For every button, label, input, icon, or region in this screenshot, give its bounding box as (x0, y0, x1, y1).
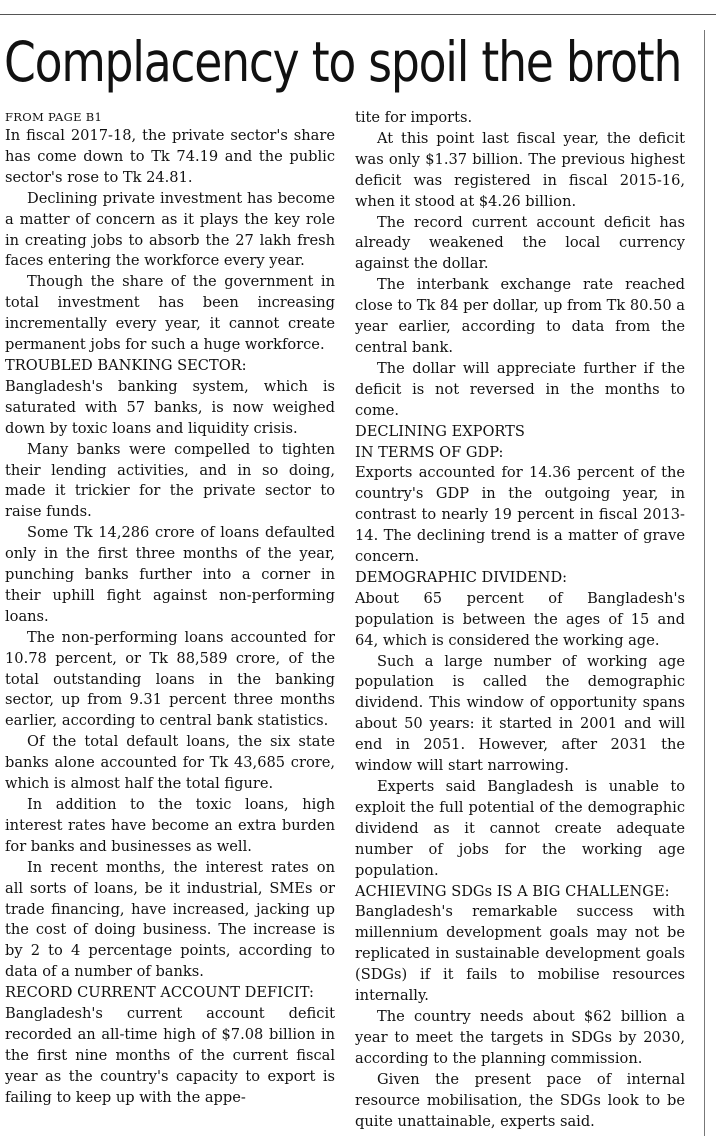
jump-line: FROM PAGE B1 (5, 110, 103, 124)
subheading-exports-line1: DECLINING EXPORTS (355, 422, 525, 440)
paragraph: The non-performing loans accounted for 10.78 percent, or Tk 88,589 crore, of the total outstanding loans in the banking sector, up from 9.31 percent three months earlier, according to central bank statistics. (5, 628, 335, 730)
paragraph: Such a large number of working age population is called the demographic dividend. This window of opportunity spans about 50 years: it started in 2001 and will end in 2051. However, after 2031 the window will start narrowing. (355, 652, 685, 775)
paragraph: The dollar will appreciate further if the deficit is not reversed in the months to come. (355, 359, 685, 419)
paragraph: In recent months, the interest rates on all sorts of loans, be it industrial, SMEs or trade financing, have increased, jacking up the cost of doing business. The increase is by 2 to 4 percentage points, according to data of a number of banks. (5, 858, 335, 981)
paragraph: Of the total default loans, the six state banks alone accounted for Tk 43,685 crore, which is almost half the total figure. (5, 733, 335, 793)
paragraph: The country needs about $62 billion a year to meet the targets in SDGs by 2030, according to the planning commission. (355, 1007, 685, 1067)
right-column (355, 108, 685, 1132)
paragraph: Though the share of the government in total investment has been increasing incrementally every year, it cannot create permanent jobs for such a huge workforce. (5, 273, 335, 354)
subheading-deficit: RECORD CURRENT ACCOUNT DEFICIT: (5, 984, 314, 1002)
paragraph: Exports accounted for 14.36 percent of the country's GDP in the outgoing year, in contrast to nearly 19 percent in fiscal 2013-14. The declining trend is a matter of grave concern. (355, 464, 685, 566)
headline: Complacency to spoil the broth (4, 30, 682, 94)
paragraph: The interbank exchange rate reached close to Tk 84 per dollar, up from Tk 80.50 a year earlier, according to data from the central bank. (355, 276, 685, 356)
subheading-demographic: DEMOGRAPHIC DIVIDEND: (355, 568, 568, 586)
paragraph: At this point last fiscal year, the deficit was only $1.37 billion. The previous highest deficit was registered in fiscal 2015-16, when it stood at $4.26 billion. (355, 129, 685, 210)
subheading-banking: TROUBLED BANKING SECTOR: (5, 356, 247, 374)
subheading-exports-line2: IN TERMS OF GDP: (355, 443, 504, 461)
paragraph: Declining private investment has become a matter of concern as it plays the key role in creating jobs to absorb the 27 lakh fresh faces entering the workforce every year. (5, 189, 335, 270)
paragraph: Bangladesh's banking system, which is saturated with 57 banks, is now weighed down by toxic loans and liquidity crisis. (5, 377, 335, 437)
paragraph: In addition to the toxic loans, high interest rates have become an extra burden for banks and businesses as well. (5, 796, 335, 855)
column-rule (704, 30, 705, 1136)
paragraph: Bangladesh's current account deficit recorded an all-time high of $7.08 billion in the first nine months of the current fiscal year as the country's capacity to export is failing to keep up with the appe- (5, 1005, 335, 1106)
top-rule (0, 14, 716, 15)
paragraph: Experts said Bangladesh is unable to exploit the full potential of the demographic dividend as it cannot create adequate number of jobs for the working age population. (355, 778, 685, 879)
paragraph: The record current account deficit has already weakened the local currency against the dollar. (355, 213, 685, 273)
left-column (5, 108, 335, 1109)
paragraph-continuation: tite for imports. (355, 109, 473, 126)
subheading-sdgs: ACHIEVING SDGs IS A BIG CHALLENGE: (355, 882, 670, 900)
paragraph: About 65 percent of Bangladesh's population is between the ages of 15 and 64, which is considered the working age. (355, 589, 685, 649)
paragraph: Given the present pace of internal resource mobilisation, the SDGs look to be quite unattainable, experts said. (355, 1070, 685, 1130)
paragraph: Many banks were compelled to tighten their lending activities, and in so doing, made it trickier for the private sector to raise funds. (5, 440, 335, 521)
paragraph: Some Tk 14,286 crore of loans defaulted only in the first three months of the year, punching banks further into a corner in their uphill fight against non-performing loans. (5, 524, 335, 625)
paragraph: Bangladesh's remarkable success with millennium development goals may not be replicated in sustainable development goals (SDGs) if it fails to mobilise resources internally. (355, 903, 685, 1005)
paragraph: In fiscal 2017-18, the private sector's share has come down to Tk 74.19 and the public sector's rose to Tk 24.81. (5, 127, 335, 186)
